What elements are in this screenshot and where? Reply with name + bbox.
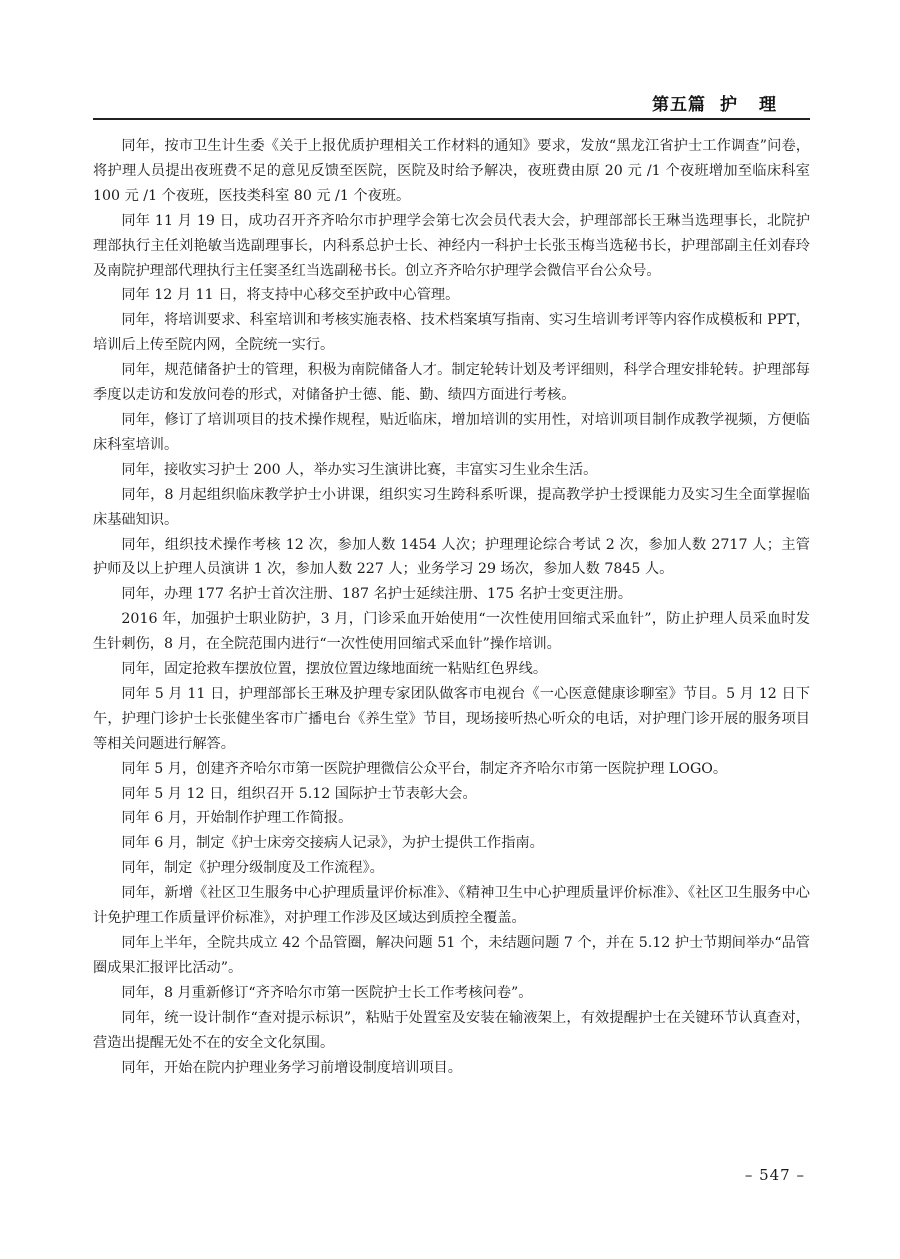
running-head-subject: 护理	[720, 95, 798, 115]
page-header	[93, 84, 810, 120]
paragraph: 同年 11 月 19 日，成功召开齐齐哈尔市护理学会第七次会员代表大会，护理部部长王琳当选理事长，北院护理部执行主任刘艳敏当选副理事长，内科系总护士长、神经内一科护士长张玉梅当选秘书长，护理部副主任刘春玲及南院护理部代理执行主任窦圣红当选副秘书长。创立齐齐哈尔护理学会微信平台公众号。	[93, 212, 810, 279]
paragraph: 同年，按市卫生计生委《关于上报优质护理相关工作材料的通知》要求，发放“黑龙江省护士工作调查”问卷，将护理人员提出夜班费不足的意见反馈至医院，医院及时给予解决，夜班费由原 20 元 /1 个夜班增加至临床科室 100 元 /1 个夜班，医技类科室 80 元 /1 个夜班。	[93, 138, 810, 204]
paragraph: 同年，规范储备护士的管理，积极为南院储备人才。制定轮转计划及考评细则，科学合理安排轮转。护理部每季度以走访和发放问卷的形式，对储备护士德、能、勤、绩四方面进行考核。	[93, 362, 810, 404]
paragraph: 同年 6 月，制定《护士床旁交接病人记录》，为护士提供工作指南。	[121, 835, 544, 852]
paragraph: 同年 5 月，创建齐齐哈尔市第一医院护理微信公众平台，制定齐齐哈尔市第一医院护理 LOGO。	[121, 760, 728, 777]
paragraph: 同年，接收实习护士 200 人，举办实习生演讲比赛，丰富实习生业余生活。	[121, 461, 598, 478]
page-number: – 547 –	[744, 1166, 805, 1184]
paragraph: 2016 年，加强护士职业防护，3 月，门诊采血开始使用“一次性使用回缩式采血针”，防止护理人员采血时发生针刺伤，8 月，在全院范围内进行“一次性使用回缩式采血针”操作培训。	[93, 611, 810, 653]
paragraph: 同年，将培训要求、科室培训和考核实施表格、技术档案填写指南、实习生培训考评等内容作成模板和 PPT，培训后上传至院内网，全院统一实行。	[93, 312, 810, 354]
running-head	[652, 90, 798, 115]
paragraph: 同年 6 月，开始制作护理工作简报。	[121, 810, 353, 827]
paragraph: 同年，8 月重新修订“齐齐哈尔市第一医院护士长工作考核问卷”。	[121, 984, 533, 1001]
header-rule	[93, 118, 810, 120]
paragraph: 同年，开始在院内护理业务学习前增设制度培训项目。	[121, 1059, 462, 1076]
paragraph: 同年，修订了培训项目的技术操作规程，贴近临床，增加培训的实用性，对培训项目制作成教学视频，方便临床科室培训。	[93, 411, 810, 453]
paragraph: 同年 5 月 11 日，护理部部长王琳及护理专家团队做客市电视台《一心医意健康诊聊室》节目。5 月 12 日下午，护理门诊护士长张健坐客市广播电台《养生堂》节目，现场接听热心听众的电话，对护理门诊开展的服务项目等相关问题进行解答。	[93, 685, 810, 752]
paragraph: 同年 12 月 11 日，将支持中心移交至护政中心管理。	[121, 287, 460, 304]
paragraph: 同年上半年，全院共成立 42 个品管圈，解决问题 51 个，未结题问题 7 个，并在 5.12 护士节期间举办“品管圈成果汇报评比活动”。	[93, 935, 810, 976]
body-text	[93, 134, 810, 1080]
paragraph: 同年，制定《护理分级制度及工作流程》。	[121, 860, 384, 877]
paragraph: 同年，组织技术操作考核 12 次，参加人数 1454 人次；护理理论综合考试 2 次，参加人数 2717 人；主管护师及以上护理人员演讲 1 次，参加人数 227 人；业务学习 29 场次，参加人数 7845 人。	[93, 536, 810, 578]
paragraph: 同年，8 月起组织临床教学护士小讲课，组织实习生跨科系听课，提高教学护士授课能力及实习生全面掌握临床基础知识。	[93, 486, 810, 528]
paragraph: 同年，办理 177 名护士首次注册、187 名护士延续注册、175 名护士变更注册。	[121, 586, 633, 603]
paragraph: 同年，统一设计制作“查对提示标识”，粘贴于处置室及安装在输液架上，有效提醒护士在关键环节认真查对，营造出提醒无处不在的安全文化氛围。	[93, 1009, 810, 1051]
paragraph: 同年，新增《社区卫生服务中心护理质量评价标准》、《精神卫生中心护理质量评价标准》、《社区卫生服务中心计免护理工作质量评价标准》，对护理工作涉及区域达到质控全覆盖。	[93, 885, 810, 927]
paragraph: 同年 5 月 12 日，组织召开 5.12 国际护士节表彰大会。	[121, 785, 477, 802]
paragraph: 同年，固定抢救车摆放位置，摆放位置边缘地面统一粘贴红色界线。	[121, 661, 548, 678]
running-head-section: 第五篇	[652, 95, 706, 115]
